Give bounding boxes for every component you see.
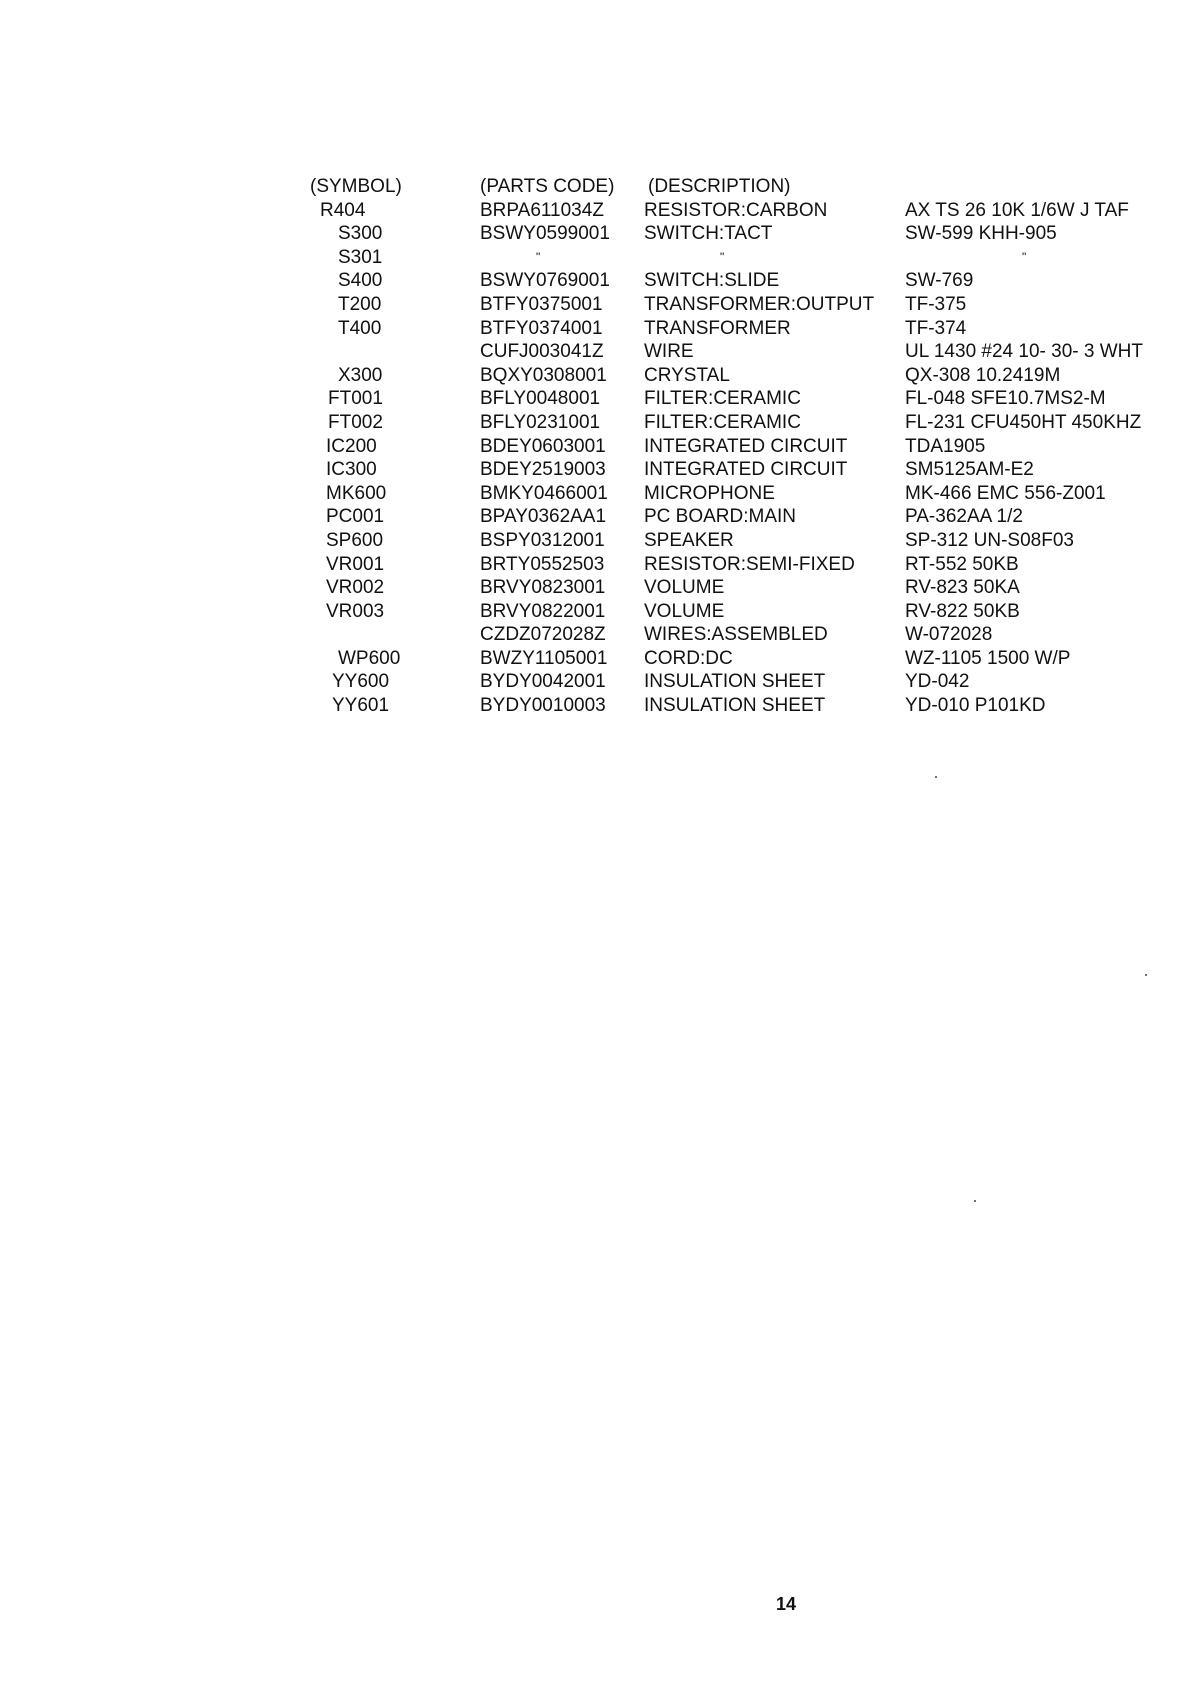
table-row: [326, 576, 1194, 600]
spec-cell: WZ-1105 1500 W/P: [905, 647, 1071, 669]
table-row: [320, 199, 1194, 223]
table-row: [328, 411, 1194, 435]
parts-code-cell: ": [536, 249, 541, 264]
symbol-cell: WP600: [338, 647, 401, 669]
symbol-cell: IC300: [326, 459, 377, 481]
table-row: [334, 364, 1194, 388]
table-row: [334, 623, 1194, 647]
description-cell: CRYSTAL: [644, 364, 730, 386]
parts-code-cell: BRVY0822001: [480, 600, 606, 622]
spec-cell: TDA1905: [905, 435, 986, 457]
description-cell: PC BOARD:MAIN: [644, 506, 797, 528]
symbol-cell: S400: [338, 270, 383, 292]
symbol-cell: VR003: [326, 600, 385, 622]
spec-cell: FL-231 CFU450HT 450KHZ: [905, 411, 1142, 433]
spec-cell: RT-552 50KB: [905, 553, 1019, 575]
description-cell: TRANSFORMER:OUTPUT: [644, 293, 875, 315]
parts-code-cell: BDEY2519003: [480, 459, 606, 481]
spec-cell: TF-375: [905, 293, 967, 315]
spec-cell: ": [1022, 249, 1027, 264]
table-row: [326, 458, 1194, 482]
spec-cell: MK-466 EMC 556-Z001: [905, 482, 1106, 504]
table-row: [334, 246, 1194, 270]
table-row: [334, 293, 1194, 317]
spec-cell: SP-312 UN-S08F03: [905, 529, 1074, 551]
parts-code-cell: BTFY0375001: [480, 293, 603, 315]
parts-code-cell: BRPA611034Z: [480, 199, 604, 221]
table-row: [326, 482, 1194, 506]
table-body: [320, 199, 1194, 718]
symbol-cell: YY600: [332, 671, 390, 693]
spec-cell: FL-048 SFE10.7MS2-M: [905, 388, 1106, 410]
spec-cell: AX TS 26 10K 1/6W J TAF: [905, 199, 1129, 221]
table-row: [334, 670, 1194, 694]
symbol-cell: R404: [320, 199, 366, 221]
description-cell: FILTER:CERAMIC: [644, 411, 801, 433]
spec-cell: QX-308 10.2419M: [905, 364, 1061, 386]
table-row: [326, 600, 1194, 624]
description-cell: VOLUME: [644, 577, 725, 599]
table-row: [334, 694, 1194, 718]
parts-code-header: (PARTS CODE): [480, 176, 615, 197]
parts-code-cell: BSWY0599001: [480, 223, 610, 245]
table-row: [334, 269, 1194, 293]
symbol-header: (SYMBOL): [310, 176, 402, 197]
table-row: [334, 317, 1194, 341]
symbol-cell: IC200: [326, 435, 377, 457]
symbol-cell: MK600: [326, 482, 387, 504]
table-row: [326, 553, 1194, 577]
table-row: [326, 529, 1194, 553]
parts-code-cell: CUFJ003041Z: [480, 341, 604, 363]
symbol-cell: X300: [338, 364, 383, 386]
parts-code-cell: BWZY1105001: [480, 647, 608, 669]
parts-code-cell: BFLY0231001: [480, 411, 601, 433]
scan-speck: [1145, 974, 1147, 976]
spec-cell: UL 1430 #24 10- 30- 3 WHT: [905, 341, 1143, 363]
symbol-cell: SP600: [326, 529, 384, 551]
spec-cell: SW-769: [905, 270, 974, 292]
symbol-cell: T400: [338, 317, 382, 339]
parts-code-cell: BRVY0823001: [480, 577, 606, 599]
description-cell: SPEAKER: [644, 529, 734, 551]
description-cell: FILTER:CERAMIC: [644, 388, 801, 410]
spec-cell: RV-822 50KB: [905, 600, 1020, 622]
description-cell: TRANSFORMER: [644, 317, 791, 339]
description-cell: WIRE: [644, 341, 694, 363]
description-header: (DESCRIPTION): [648, 176, 791, 197]
symbol-cell: T200: [338, 293, 382, 315]
page-number: 14: [776, 1594, 797, 1614]
parts-code-cell: BPAY0362AA1: [480, 506, 607, 528]
table-row: [326, 505, 1194, 529]
spec-cell: SM5125AM-E2: [905, 459, 1034, 481]
description-cell: SWITCH:TACT: [644, 223, 773, 245]
symbol-cell: S301: [338, 246, 383, 268]
table-row: [326, 435, 1194, 459]
symbol-cell: VR001: [326, 553, 385, 575]
description-cell: WIRES:ASSEMBLED: [644, 624, 828, 646]
spec-cell: TF-374: [905, 317, 967, 339]
parts-code-cell: BRTY0552503: [480, 553, 605, 575]
spec-cell: SW-599 KHH-905: [905, 223, 1057, 245]
spec-cell: PA-362AA 1/2: [905, 506, 1023, 528]
symbol-cell: S300: [338, 223, 383, 245]
parts-code-cell: BFLY0048001: [480, 388, 601, 410]
spec-cell: RV-823 50KA: [905, 577, 1020, 599]
parts-code-cell: BYDY0042001: [480, 671, 606, 693]
symbol-cell: FT001: [328, 388, 383, 410]
table-row: [334, 340, 1194, 364]
parts-code-cell: BSPY0312001: [480, 529, 605, 551]
description-cell: RESISTOR:SEMI-FIXED: [644, 553, 855, 575]
description-cell: ": [720, 249, 725, 264]
parts-code-cell: CZDZ072028Z: [480, 624, 606, 646]
description-cell: RESISTOR:CARBON: [644, 199, 828, 221]
spec-cell: W-072028: [905, 624, 993, 646]
table-row: [328, 387, 1194, 411]
spec-cell: YD-042: [905, 671, 970, 693]
scan-speck: [974, 1200, 976, 1202]
parts-code-cell: BYDY0010003: [480, 695, 606, 717]
symbol-cell: VR002: [326, 577, 385, 599]
description-cell: INSULATION SHEET: [644, 695, 826, 717]
description-cell: VOLUME: [644, 600, 725, 622]
table-header-row: [310, 175, 1194, 199]
symbol-cell: PC001: [326, 506, 385, 528]
spec-cell: YD-010 P101KD: [905, 695, 1046, 717]
scan-speck: [935, 776, 937, 778]
parts-code-cell: BSWY0769001: [480, 270, 610, 292]
parts-code-cell: BMKY0466001: [480, 482, 608, 504]
parts-code-cell: BQXY0308001: [480, 364, 607, 386]
parts-table: [310, 175, 1194, 718]
description-cell: INTEGRATED CIRCUIT: [644, 459, 848, 481]
parts-code-cell: BDEY0603001: [480, 435, 606, 457]
description-cell: CORD:DC: [644, 647, 733, 669]
symbol-cell: FT002: [328, 411, 383, 433]
description-cell: INTEGRATED CIRCUIT: [644, 435, 848, 457]
symbol-cell: YY601: [332, 695, 390, 717]
parts-code-cell: BTFY0374001: [480, 317, 603, 339]
description-cell: SWITCH:SLIDE: [644, 270, 780, 292]
description-cell: INSULATION SHEET: [644, 671, 826, 693]
table-row: [334, 222, 1194, 246]
description-cell: MICROPHONE: [644, 482, 775, 504]
table-row: [334, 647, 1194, 671]
